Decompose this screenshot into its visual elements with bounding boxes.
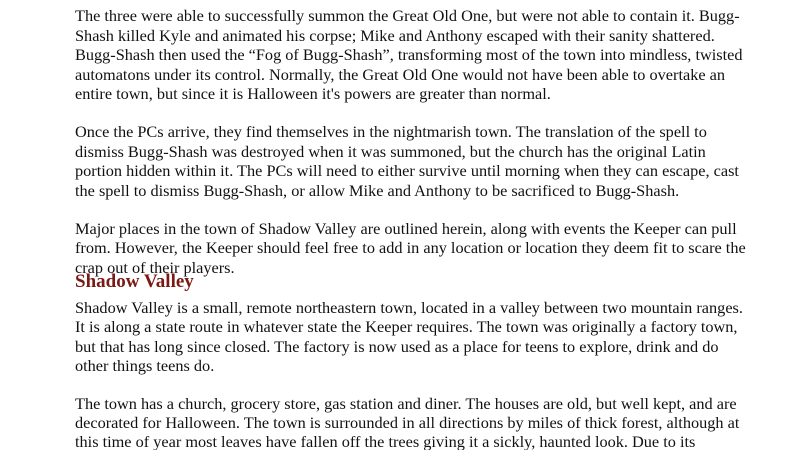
text-line: Major places in the town of Shadow Valley are outlined herein, along with events the Keeper can pull <box>75 219 737 238</box>
text-line: crap out of their players. <box>75 258 235 277</box>
text-line: Bugg-Shash then used the “Fog of Bugg-Shash”, transforming most of the town into mindless, twisted <box>75 45 743 64</box>
text-line: Shash killed Kyle and animated his corpse; Mike and Anthony escaped with their sanity shattered. <box>75 26 715 45</box>
text-line: this time of year most leaves have fallen off the trees giving it a sickly, haunted look. Due to its <box>75 432 696 450</box>
text-line: other things teens do. <box>75 356 215 375</box>
text-line: Once the PCs arrive, they find themselves in the nightmarish town. The translation of the spell to <box>75 122 707 141</box>
text-line: the spell to dismiss Bugg-Shash, or allow Mike and Anthony to be sacrificed to Bugg-Shash. <box>75 181 680 200</box>
text-line: automatons under its control. Normally, the Great Old One would not have been able to overtake an <box>75 65 726 84</box>
text-line: from. However, the Keeper should feel free to add in any location or location they deem fit to scare the <box>75 238 746 257</box>
text-line: decorated for Halloween. The town is surrounded in all directions by miles of thick forest, although at <box>75 413 740 432</box>
text-line: entire town, but since it is Halloween it's powers are greater than normal. <box>75 84 551 103</box>
text-line: The town has a church, grocery store, gas station and diner. The houses are old, but well kept, and are <box>75 394 737 413</box>
text-line: portion hidden within it. The PCs will need to either survive until morning when they can escape, cast <box>75 161 739 180</box>
text-line: dismiss Bugg-Shash was destroyed when it was summoned, but the church has the original Latin <box>75 142 706 161</box>
section-heading: Shadow Valley <box>75 271 194 292</box>
text-line: but that has long since closed. The factory is now used as a place for teens to explore, drink and do <box>75 337 719 356</box>
text-line: It is along a state route in whatever state the Keeper requires. The town was originally a factory town, <box>75 317 738 336</box>
text-line: The three were able to successfully summon the Great Old One, but were not able to contain it. Bugg- <box>75 6 740 25</box>
text-line: Shadow Valley is a small, remote northeastern town, located in a valley between two mountain ranges. <box>75 298 743 317</box>
